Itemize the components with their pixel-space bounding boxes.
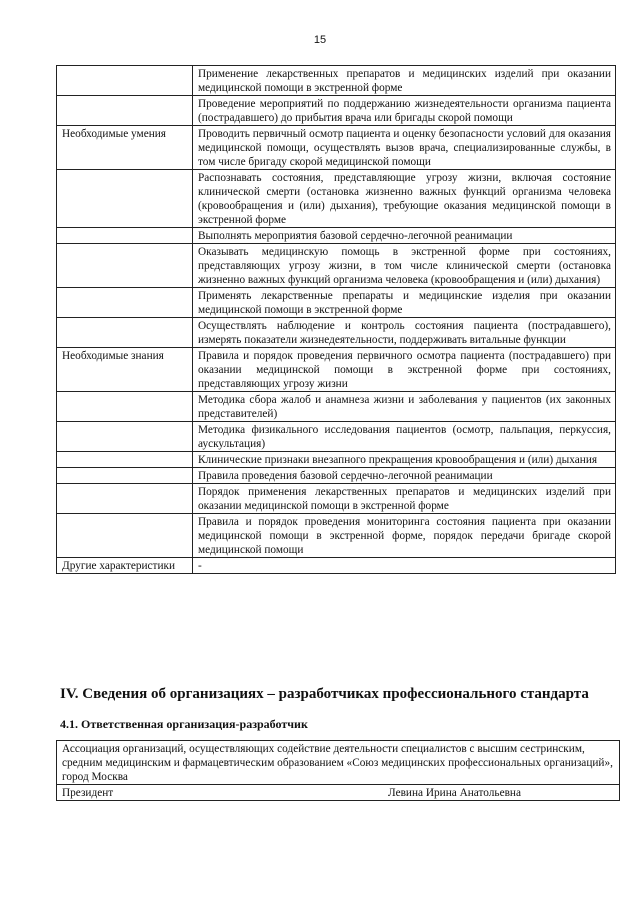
table-row xyxy=(57,348,616,392)
row-description: Правила и порядок проведения мониторинга состояния пациента при оказании медицинской помощи в экстренной форме, порядок передачи бригаде скорой медицинской помощи xyxy=(193,514,616,558)
table-row xyxy=(57,318,616,348)
row-description: Правила проведения базовой сердечно-легочной реанимации xyxy=(193,468,616,484)
page-number: 15 xyxy=(313,34,327,46)
organization-row xyxy=(57,741,620,785)
row-description: - xyxy=(193,558,616,574)
position-title: Президент xyxy=(62,787,114,799)
row-description: Клинические признаки внезапного прекращения кровообращения и (или) дыхания xyxy=(193,452,616,468)
table-row xyxy=(57,288,616,318)
row-description: Правила и порядок проведения первичного осмотра пациента (пострадавшего) при оказании медицинской помощи в экстренной форме при состояниях, представляющих угрозу жизни xyxy=(193,348,616,392)
organization-name: Ассоциация организаций, осуществляющих содействие деятельности специалистов с высшим сестринским, средним медицинским и фармацевтическим образованием «Союз медицинских профессиональных организаций», город Москва xyxy=(57,741,620,785)
table-row xyxy=(57,96,616,126)
competency-table xyxy=(56,65,616,574)
row-label xyxy=(57,244,193,288)
president-cell xyxy=(57,785,620,801)
table-row xyxy=(57,126,616,170)
row-description: Проведение мероприятий по поддержанию жизнедеятельности организма пациента (пострадавшего) до прибытия врача или бригады скорой помощи xyxy=(193,96,616,126)
row-label: Другие характеристики xyxy=(57,558,193,574)
table-row xyxy=(57,392,616,422)
row-label xyxy=(57,318,193,348)
row-label: Необходимые знания xyxy=(57,348,193,392)
table-row xyxy=(57,244,616,288)
row-description: Применение лекарственных препаратов и медицинских изделий при оказании медицинской помощи в экстренной форме xyxy=(193,66,616,96)
row-label xyxy=(57,484,193,514)
row-description: Применять лекарственные препараты и медицинские изделия при оказании медицинской помощи в экстренной форме xyxy=(193,288,616,318)
row-label xyxy=(57,452,193,468)
table-row xyxy=(57,66,616,96)
row-label xyxy=(57,96,193,126)
row-description: Проводить первичный осмотр пациента и оценку безопасности условий для оказания медицинской помощи, осуществлять вызов врача, специализированные службы, в том числе бригаду скорой медицинской помощи xyxy=(193,126,616,170)
table-row xyxy=(57,170,616,228)
row-description: Порядок применения лекарственных препаратов и медицинских изделий при оказании медицинской помощи в экстренной форме xyxy=(193,484,616,514)
table-row xyxy=(57,422,616,452)
table-row xyxy=(57,558,616,574)
row-label xyxy=(57,422,193,452)
row-description: Выполнять мероприятия базовой сердечно-легочной реанимации xyxy=(193,228,616,244)
organization-table xyxy=(56,740,620,801)
row-description: Осуществлять наблюдение и контроль состояния пациента (пострадавшего), измерять показатели жизнедеятельности, поддерживать витальные функции xyxy=(193,318,616,348)
row-label xyxy=(57,392,193,422)
subsection-title: 4.1. Ответственная организация-разработчик xyxy=(60,717,308,731)
table-row xyxy=(57,228,616,244)
row-description: Оказывать медицинскую помощь в экстренной форме при состояниях, представляющих угрозу жизни, в том числе клинической смерти (остановка жизненно важных функций организма человека (кровообращения и (или) дыхания) xyxy=(193,244,616,288)
row-description: Распознавать состояния, представляющие угрозу жизни, включая состояние клинической смерти (остановка жизненно важных функций организма человека (кровообращения и (или) дыхания), требующие оказания медицинской помощи в экстренной форме xyxy=(193,170,616,228)
president-row xyxy=(57,785,620,801)
table-row xyxy=(57,452,616,468)
row-label xyxy=(57,514,193,558)
section-title: IV. Сведения об организациях – разработчиках профессионального стандарта xyxy=(60,686,589,702)
table-row xyxy=(57,484,616,514)
row-label xyxy=(57,468,193,484)
row-label xyxy=(57,170,193,228)
row-label xyxy=(57,228,193,244)
person-name: Левина Ирина Анатольевна xyxy=(387,787,521,799)
row-description: Методика физикального исследования пациентов (осмотр, пальпация, перкуссия, аускультация) xyxy=(193,422,616,452)
row-label xyxy=(57,288,193,318)
row-description: Методика сбора жалоб и анамнеза жизни и заболевания у пациентов (их законных представителей) xyxy=(193,392,616,422)
row-label xyxy=(57,66,193,96)
table-row xyxy=(57,514,616,558)
table-row xyxy=(57,468,616,484)
row-label: Необходимые умения xyxy=(57,126,193,170)
